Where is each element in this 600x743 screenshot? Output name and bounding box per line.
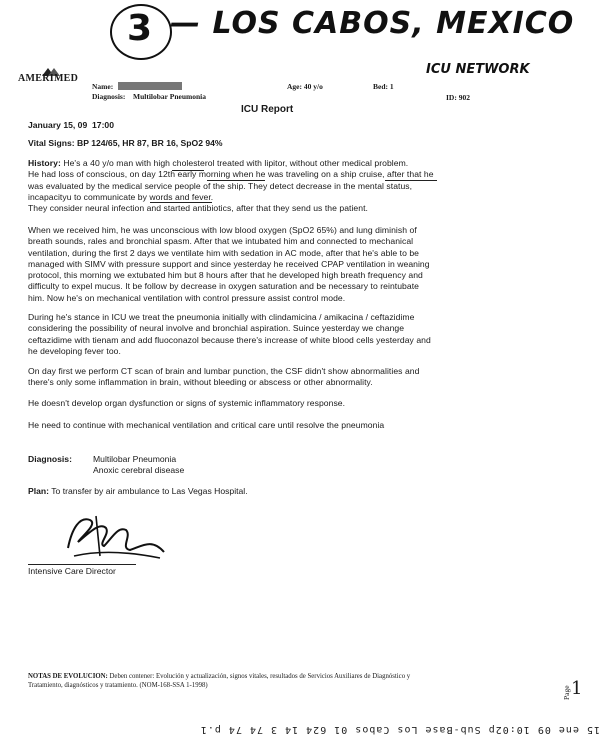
page-number: 1 [571, 678, 583, 699]
signature-title: Intensive Care Director [28, 566, 116, 576]
report-date: January 15, 09 17:00 [28, 120, 114, 130]
diagnosis-header-value: Multilobar Pneumonia [133, 92, 206, 101]
age: Age: 40 y/o [287, 82, 323, 91]
history-label: History: [28, 158, 61, 168]
paragraph-organ: He doesn't develop organ dysfunction or signs of systemic inflammatory response. [28, 398, 346, 408]
notes-line2: Tratamiento, diagnósticos y tratamiento. (NOM-168-SSA 1-1998) [28, 682, 208, 689]
logo-text: AMERIMED [18, 73, 79, 84]
plan-text: To transfer by air ambulance to Las Vegas Hospital. [51, 486, 248, 496]
page-label: Page [562, 685, 571, 700]
diagnosis-item: Multilobar Pneumonia [93, 454, 177, 464]
diagnosis-section-label: Diagnosis: [28, 454, 72, 464]
history-line: incapacityu to communicate by words and fever. [28, 191, 214, 202]
amerimed-logo [18, 66, 88, 88]
circled-number-text: 3 [127, 8, 153, 49]
redacted-name [118, 82, 182, 90]
diagnosis-item: Anoxic cerebral disease [93, 465, 185, 475]
vitals-value: BP 124/65, HR 87, BR 16, SpO2 94% [77, 138, 223, 148]
signature-line [28, 564, 136, 565]
paragraph-admission: When we received him, he was unconscious with low blood oxygen (SpO2 65%) and lung diminish of breath sounds, rales and bronchial spasm. After that we intubated him and connected to mechanical ventilation, during the first 2 days we ventilate him with sedation in AC mode, after that he's able to be managed with SIMV with pressure support and since yesterday he received CPAP ventilation in weaning protocol, this morning we extubated him but 8 hours after that he developed high breath frequency and difficulty to expel mucus. It be follow by decrease in oxygen saturation and be necessary to reintubate him. Now he's on mechanical ventilation with control pressure assist control mode. [28, 225, 430, 303]
handwritten-signature [60, 508, 170, 566]
paragraph-ct-scan: On day first we perform CT scan of brain and lumbar punction, the CSF didn't show abnormalities and there's only some inflammation in brain, without bleeding or abscess or other abnormality. [28, 366, 420, 388]
history-line: They consider neural infection and started antibiotics, after that they send us the patient. [28, 203, 368, 214]
notes-label: NOTAS DE EVOLUCION: [28, 673, 108, 680]
pen-underline [207, 180, 265, 181]
handwritten-location: — LOS CABOS, MEXICO [170, 6, 575, 41]
vitals-label: Vital Signs: [28, 138, 75, 148]
history-line: was evaluated by the medical service people of the ship. They detect decrease in the mental status, [28, 180, 413, 191]
pen-underline [172, 170, 204, 171]
vital-signs [28, 138, 223, 148]
plan [28, 486, 248, 496]
history-line: He had loss of conscious, on day 12th early morning when he was traveling on a ship cruise, after that he [28, 169, 434, 180]
history-line: History: He's a 40 y/o man with high cholesterol treated with lipitor, without other medical problem. [28, 158, 409, 168]
pen-underline [385, 180, 437, 181]
paragraph-treatment: During he's stance in ICU we treat the pneumonia initially with clindamicina / amikacina / ceftazidime considering the possibility of neural involve and bronchial aspiration. Suince yesterday we change ceftazidime with tienam and add fluoconazol because there's increase of white blood cells yesterday and he developing fever too. [28, 312, 431, 356]
signature-text [80, 522, 131, 541]
diagnosis-label: Diagnosis: [92, 92, 126, 101]
bed: Bed: 1 [373, 82, 394, 91]
history-section [28, 158, 556, 214]
plan-label: Plan: [28, 486, 50, 496]
paragraph-continue: He need to continue with mechanical ventilation and critical care until resolve the pneumonia [28, 420, 385, 430]
report-title: ICU Report [241, 104, 294, 115]
notes-line1: Deben contener: Evolución y actualización, signos vitales, resultados de Servicios Auxiliares de Diagnóstico y [109, 673, 411, 680]
fax-header-line: 15 ene 09 10:02p Sub-Base Los Cabos 01 624 14 3 74 74 p.1 [199, 724, 600, 735]
pen-underline [150, 202, 212, 203]
footer-notes [28, 672, 508, 690]
handwritten-network: ICU NETWORK [426, 62, 530, 77]
name-label: Name: [92, 82, 114, 91]
patient-id: ID: 902 [446, 93, 470, 102]
